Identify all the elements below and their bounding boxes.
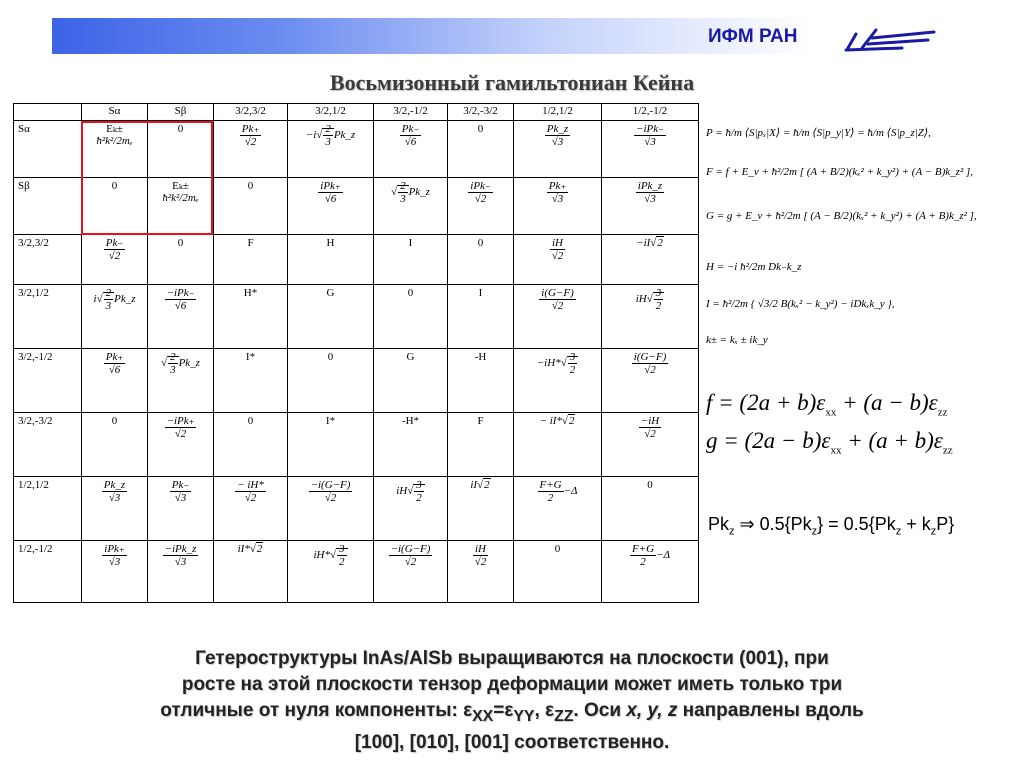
matrix-cell: iH*√ $\frac{3}{2}$ <box>288 541 374 603</box>
matrix-cell: $\frac{\text{iPk₋}}{√2}$ <box>448 178 514 235</box>
matrix-cell: H <box>288 235 374 285</box>
table-row <box>14 541 699 603</box>
matrix-cell: I <box>448 285 514 349</box>
table-row <box>14 178 699 235</box>
header-gradient-bar <box>52 18 812 54</box>
table-row <box>14 121 699 178</box>
matrix-cell: I <box>374 235 448 285</box>
formula-f: $f = (2a + b)\varepsilon_{xx} + (a - b)\varepsilon_{zz}$ <box>706 390 948 419</box>
matrix-cell: 0 <box>82 413 148 477</box>
matrix-cell: −iI√2 <box>602 235 699 285</box>
matrix-cell: $\frac{Pk_-}{√6}$ <box>374 121 448 178</box>
matrix-cell: 0 <box>82 178 148 235</box>
matrix-cell: $\frac{Pk\_z}{√3}$ <box>514 121 602 178</box>
matrix-cell: I* <box>214 349 288 413</box>
matrix-cell: $\frac{iH}{√2}$ <box>514 235 602 285</box>
matrix-cell: 0 <box>148 121 214 178</box>
matrix-cell: $\frac{-iH}{√2}$ <box>602 413 699 477</box>
matrix-cell: 0 <box>214 178 288 235</box>
formula-pkz: $Pk_z$ ⇒ $0.5\{Pk_z\} = 0.5\{Pk_z + k_zP\}$ <box>708 514 955 538</box>
matrix-cell: 0 <box>514 541 602 603</box>
row-label: 3/2,-1/2 <box>14 349 82 413</box>
col-header: 3/2,1/2 <box>288 104 374 121</box>
matrix-cell: $\frac{Pk_+}{√2}$ <box>214 121 288 178</box>
matrix-cell: $\frac{iH}{√2}$ <box>448 541 514 603</box>
col-header: Sα <box>82 104 148 121</box>
description-line: росте на этой плоскости тензор деформации может иметь только три <box>181 674 843 695</box>
institute-logo-icon <box>842 24 936 54</box>
matrix-cell: $\frac{\text{iPk\_z}}{√3}$ <box>602 178 699 235</box>
matrix-cell: $\frac{\text{−iPk₋}}{√3}$ <box>602 121 699 178</box>
table-header-row <box>14 104 699 121</box>
matrix-cell: $\frac{Pk\_z}{√3}$ <box>82 477 148 541</box>
description-line: отличные от нуля компоненты: $\varepsilon_{XX}=\varepsilon_{YY}$, $\varepsilon_{ZZ}$. Оси x, y, z направлены вдоль <box>160 700 864 725</box>
col-header: Sβ <box>148 104 214 121</box>
matrix-cell: $\frac{i(G-F)}{√2}$ <box>514 285 602 349</box>
matrix-cell: H* <box>214 285 288 349</box>
matrix-cell: $\frac{-i(G-F)}{√2}$ <box>288 477 374 541</box>
matrix-cell: -H* <box>374 413 448 477</box>
table-row <box>14 285 699 349</box>
matrix-cell: $\frac{Pk_-}{√3}$ <box>148 477 214 541</box>
table-row <box>14 235 699 285</box>
matrix-cell: 0 <box>448 121 514 178</box>
row-label: Sα <box>14 121 82 178</box>
table-row <box>14 413 699 477</box>
matrix-cell: 0 <box>148 235 214 285</box>
matrix-cell: − iI*√2 <box>514 413 602 477</box>
matrix-cell: $\frac{- iH*}{√2}$ <box>214 477 288 541</box>
matrix-cell: -H <box>448 349 514 413</box>
row-label: 3/2,3/2 <box>14 235 82 285</box>
row-label: 1/2,-1/2 <box>14 541 82 603</box>
matrix-cell: $\frac{-i(G-F)}{√2}$ <box>374 541 448 603</box>
matrix-cell: $\frac{\text{−iPk₊}}{√2}$ <box>148 413 214 477</box>
page-title: Восьмизонный гамильтониан Кейна <box>329 70 695 95</box>
matrix-cell: $\frac{i(G-F)}{√2}$ <box>602 349 699 413</box>
description-line: [100], [010], [001] соответственно. <box>354 731 670 753</box>
row-label: 3/2,-3/2 <box>14 413 82 477</box>
matrix-cell: $\frac{\text{−iPk₋}}{√6}$ <box>148 285 214 349</box>
col-header: 3/2,3/2 <box>214 104 288 121</box>
kane-hamiltonian-table <box>13 103 699 603</box>
matrix-cell: $\frac{Pk_+}{√3}$ <box>514 178 602 235</box>
row-label: Sβ <box>14 178 82 235</box>
matrix-cell: 0 <box>288 349 374 413</box>
formula-I: I = ħ²/2m { √3/2 B(kₓ² − k_y²) − iDkₓk_y }, <box>706 298 895 310</box>
row-label: 3/2,1/2 <box>14 285 82 349</box>
corner-cell <box>14 104 82 121</box>
matrix-cell: F <box>448 413 514 477</box>
matrix-cell: 0 <box>214 413 288 477</box>
matrix-cell: $\frac{Pk_-}{√2}$ <box>82 235 148 285</box>
matrix-cell: iH√ $\frac{3}{2}$ <box>602 285 699 349</box>
matrix-cell: iI*√2 <box>214 541 288 603</box>
formula-H: H = −i ħ²/2m Dk₋k_z <box>706 261 802 273</box>
matrix-cell: F <box>214 235 288 285</box>
matrix-cell: i√ $\frac{2}{3}$ Pk_z <box>82 285 148 349</box>
matrix-cell: Eₖ± ħ²k²/2mₑ <box>82 121 148 178</box>
formula-G: G = g + E_v + ħ²/2m [ (A − B/2)(kₓ² + k_y²) + (A + B)k_z² ], <box>706 210 977 222</box>
matrix-cell: 0 <box>374 285 448 349</box>
matrix-cell: −iH*√ $\frac{3}{2}$ <box>514 349 602 413</box>
formula-F: F = f + E_v + ħ²/2m [ (A + B/2)(kₓ² + k_y²) + (A − B)k_z² ], <box>706 166 974 178</box>
table-row <box>14 477 699 541</box>
matrix-cell: $\frac{F+G}{2}$ −Δ <box>514 477 602 541</box>
col-header: 1/2,-1/2 <box>602 104 699 121</box>
matrix-cell: 0 <box>602 477 699 541</box>
matrix-cell: I* <box>288 413 374 477</box>
matrix-cell: √ $\frac{2}{3}$ Pk_z <box>148 349 214 413</box>
matrix-cell: $\frac{\text{−iPk\_z}}{√3}$ <box>148 541 214 603</box>
col-header: 1/2,1/2 <box>514 104 602 121</box>
matrix-cell: −i√ $\frac{2}{3}$ Pk_z <box>288 121 374 178</box>
matrix-cell: Eₖ± ħ²k²/2mₑ <box>148 178 214 235</box>
description-line: Гетероструктуры InAs/AlSb выращиваются на плоскости (001), при <box>195 648 829 669</box>
row-label: 1/2,1/2 <box>14 477 82 541</box>
matrix-cell: iI√2 <box>448 477 514 541</box>
description-text <box>10 646 1014 756</box>
org-name: ИФМ РАН <box>708 26 798 47</box>
formula-k: k± = kₓ ± ik_y <box>706 334 768 346</box>
matrix-cell: iH√ $\frac{3}{2}$ <box>374 477 448 541</box>
matrix-cell: $\frac{\text{iPk₊}}{√6}$ <box>288 178 374 235</box>
table-row <box>14 349 699 413</box>
matrix-cell: 0 <box>448 235 514 285</box>
matrix-cell: √ $\frac{2}{3}$ Pk_z <box>374 178 448 235</box>
matrix-cell: $\frac{Pk_+}{√6}$ <box>82 349 148 413</box>
matrix-cell: G <box>288 285 374 349</box>
col-header: 3/2,-3/2 <box>448 104 514 121</box>
matrix-cell: $\frac{\text{iPk₊}}{√3}$ <box>82 541 148 603</box>
col-header: 3/2,-1/2 <box>374 104 448 121</box>
formula-g: $g = (2a - b)\varepsilon_{xx} + (a + b)\varepsilon_{zz}$ <box>706 428 953 457</box>
formula-P: P = ħ/m ⟨S|pₓ|X⟩ = ħ/m ⟨S|p_y|Y⟩ = ħ/m ⟨S|p_z|Z⟩, <box>706 127 931 139</box>
matrix-cell: G <box>374 349 448 413</box>
matrix-cell: $\frac{F+G}{2}$ −Δ <box>602 541 699 603</box>
